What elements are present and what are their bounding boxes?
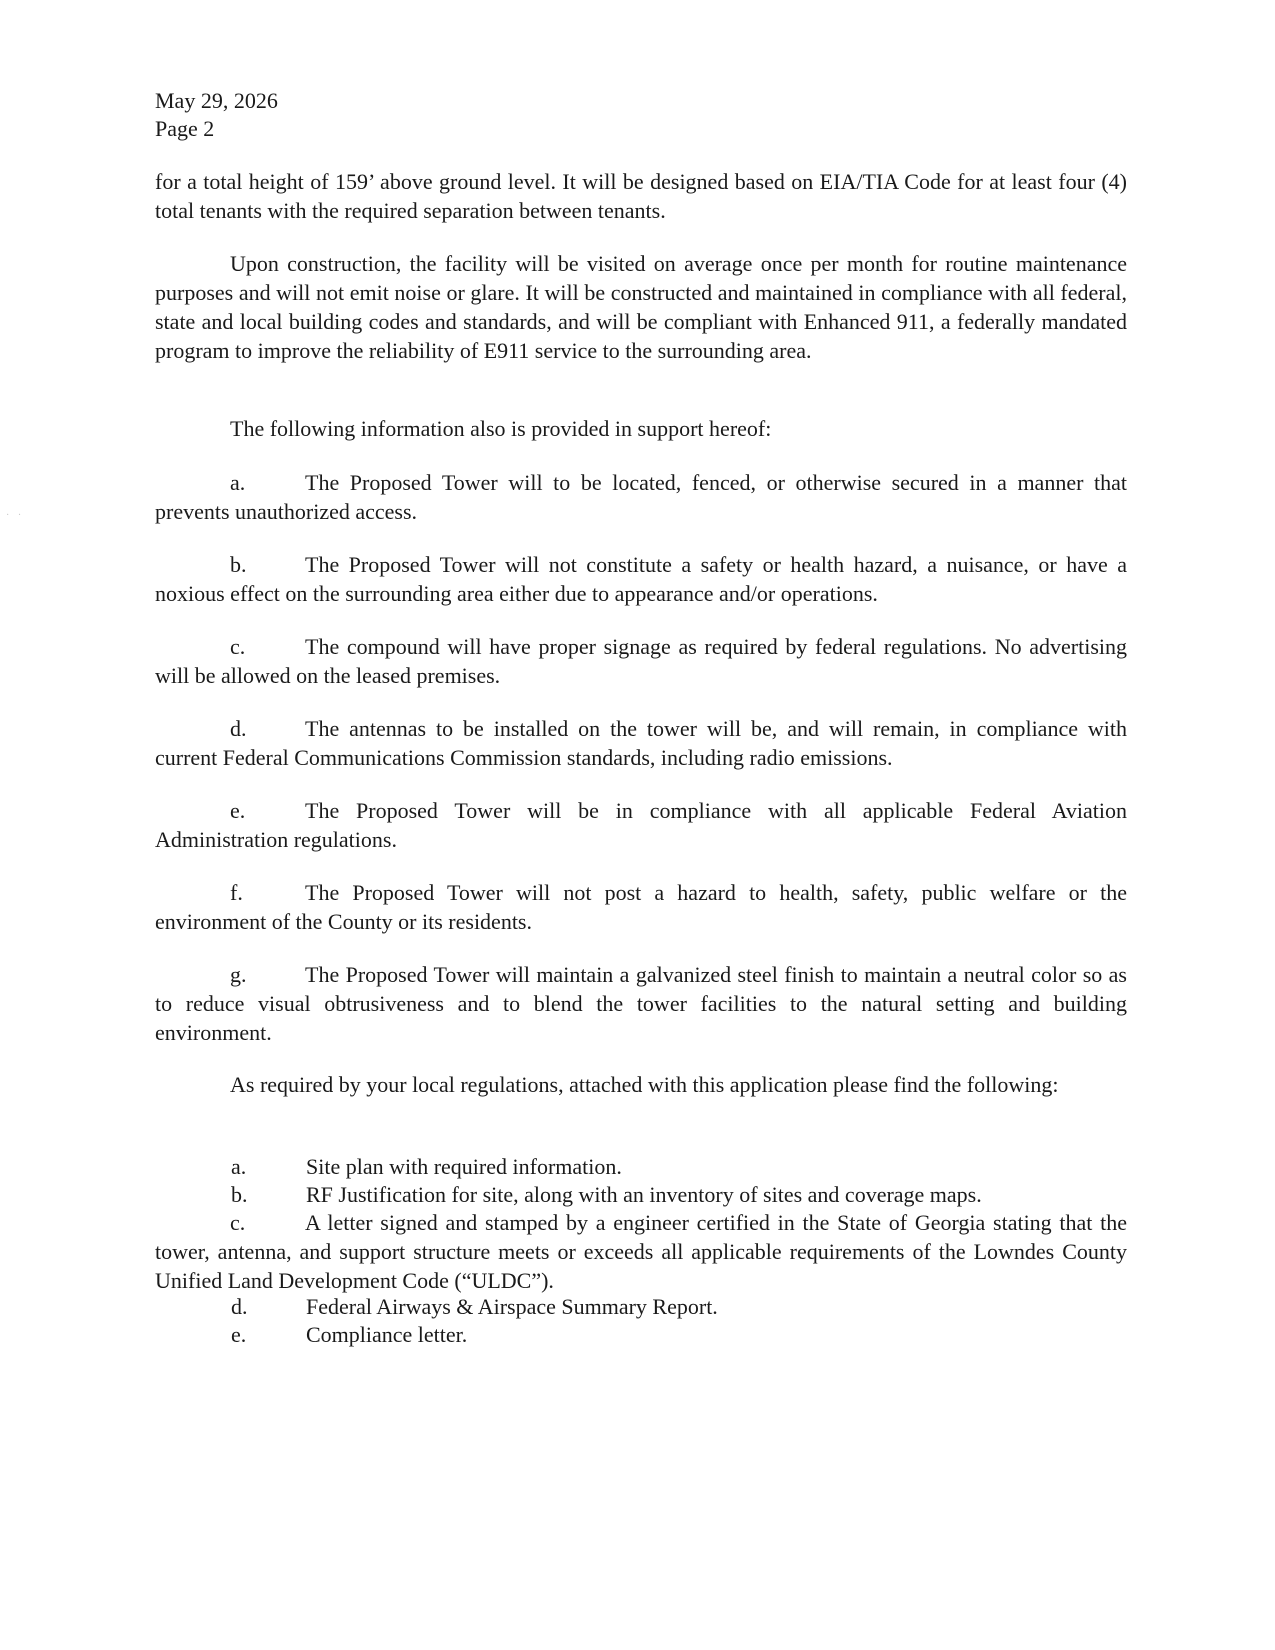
list-item-text: The Proposed Tower will not constitute a safety or health hazard, a nuisance, or have a noxious effect on the surrounding area either due to appearance and/or operations. [155,552,1127,606]
list-item-text: The Proposed Tower will not post a hazard to health, safety, public welfare or the environment of the County or its residents. [155,880,1127,934]
attachment-text: Compliance letter. [306,1322,468,1347]
list-item-label: g. [230,962,247,987]
list-item [155,960,1127,1047]
paragraph-following-information: The following information also is provided in support hereof: [230,416,772,441]
list-item [155,796,1127,854]
attachment-text: Site plan with required information. [306,1154,622,1179]
scan-speck: · · [6,510,25,521]
list-item [155,550,1127,608]
attachment-item [231,1180,1127,1209]
attachment-text: Federal Airways & Airspace Summary Report. [306,1294,718,1319]
header-page-number: Page 2 [155,116,215,141]
attachment-text: RF Justification for site, along with an inventory of sites and coverage maps. [306,1182,982,1207]
attachment-item [231,1320,1127,1349]
attachment-text: A letter signed and stamped by a engineer certified in the State of Georgia stating that the tower, antenna, and support structure meets or exceeds all applicable requirements of the Lowndes County Unified Land Development Code (“ULDC”). [155,1210,1127,1293]
list-item-text: The compound will have proper signage as required by federal regulations. No advertising will be allowed on the leased premises. [155,634,1127,688]
list-item-label: f. [230,880,243,905]
paragraph-as-required: As required by your local regulations, attached with this application please find the following: [230,1072,1059,1097]
paragraph-upon-construction: Upon construction, the facility will be visited on average once per month for routine maintenance purposes and will not emit noise or glare. It will be constructed and maintained in compliance with all federal, state and local building codes and standards, and will be compliant with Enhanced 911, a federally mandated program to improve the reliability of E911 service to the surrounding area. [155,251,1127,363]
attachment-label: d. [231,1294,248,1319]
attachment-label: c. [230,1210,246,1235]
list-item-text: The Proposed Tower will maintain a galvanized steel finish to maintain a neutral color so as to reduce visual obtrusiveness and to blend the tower facilities to the natural setting and building environment. [155,962,1127,1045]
list-item-label: e. [230,798,246,823]
list-item-label: d. [230,716,247,741]
header-date: May 29, 2026 [155,88,278,113]
list-item-label: b. [230,552,247,577]
paragraph-continuation: for a total height of 159’ above ground level. It will be designed based on EIA/TIA Code for at least four (4) total tenants with the required separation between tenants. [155,169,1127,223]
attachment-item [155,1208,1127,1295]
list-item-label: c. [230,634,246,659]
attachment-item [231,1292,1127,1321]
attachment-label: a. [231,1154,247,1179]
attachment-item [231,1152,1127,1181]
list-item-label: a. [230,470,246,495]
list-item [155,878,1127,936]
list-item-text: The antennas to be installed on the tower will be, and will remain, in compliance with current Federal Communications Commission standards, including radio emissions. [155,716,1127,770]
attachment-label: e. [231,1322,247,1347]
list-item [155,468,1127,526]
list-item-text: The Proposed Tower will be in compliance with all applicable Federal Aviation Administration regulations. [155,798,1127,852]
list-item [155,632,1127,690]
attachment-label: b. [231,1182,248,1207]
list-item [155,714,1127,772]
list-item-text: The Proposed Tower will to be located, fenced, or otherwise secured in a manner that prevents unauthorized access. [155,470,1127,524]
